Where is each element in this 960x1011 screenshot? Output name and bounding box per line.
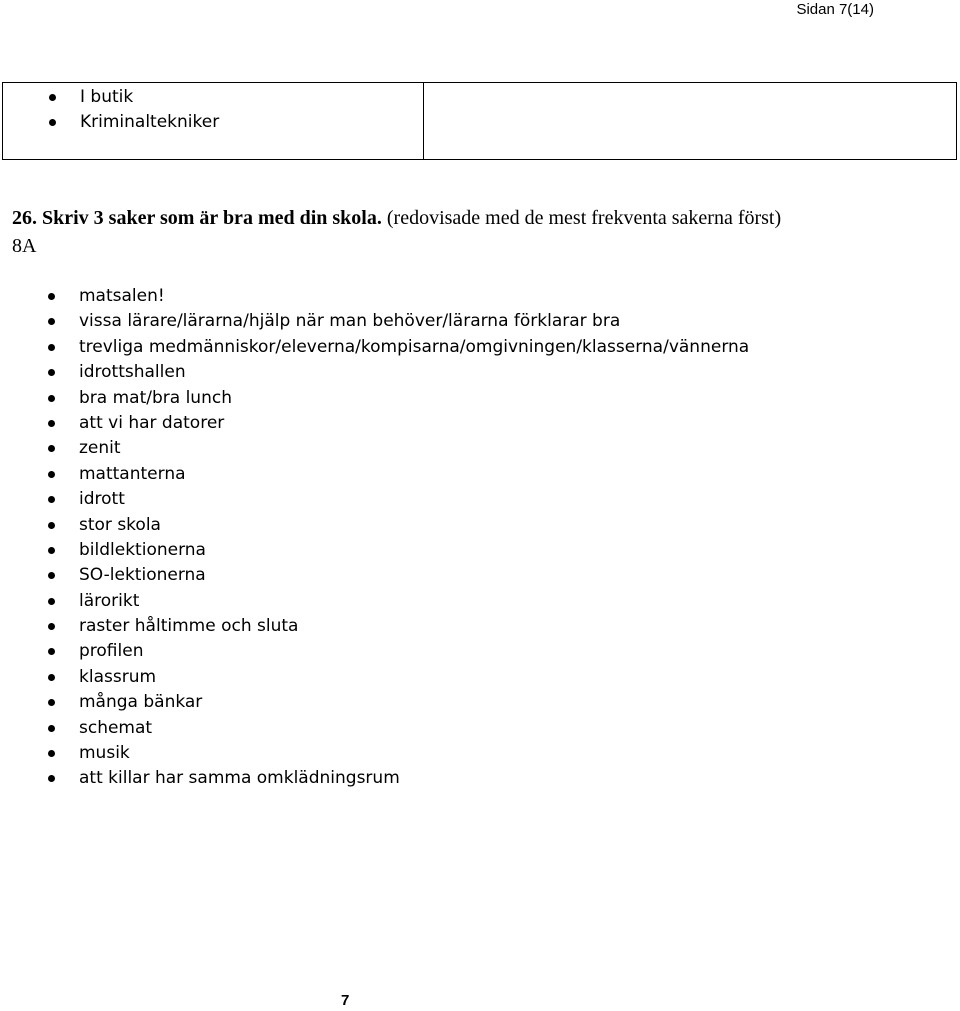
table-column-divider: [423, 83, 424, 159]
list-item: SO-lektionerna: [0, 563, 749, 588]
list-item: musik: [0, 741, 749, 766]
list-item: matsalen!: [0, 284, 749, 309]
list-item: många bänkar: [0, 690, 749, 715]
list-item: att vi har datorer: [0, 411, 749, 436]
table: [2, 82, 957, 160]
page-header-label: Sidan 7(14): [796, 1, 874, 18]
table-cell-list: [1, 83, 219, 136]
list-item: raster håltimme och sluta: [0, 614, 749, 639]
list-item: lärorikt: [0, 589, 749, 614]
list-item: trevliga medmänniskor/eleverna/kompisarna/omgivningen/klasserna/vännerna: [0, 335, 749, 360]
list-item: mattanterna: [0, 462, 749, 487]
list-item: profilen: [0, 639, 749, 664]
answer-list: [0, 284, 749, 792]
list-item: stor skola: [0, 513, 749, 538]
page-number: 7: [341, 992, 350, 1009]
question-title: 26. Skriv 3 saker som är bra med din skola.: [12, 207, 382, 229]
list-item: idrottshallen: [0, 360, 749, 385]
list-item: zenit: [0, 436, 749, 461]
list-item: Kriminaltekniker: [1, 110, 219, 135]
list-item: att killar har samma omklädningsrum: [0, 766, 749, 791]
list-item: klassrum: [0, 665, 749, 690]
question-heading: [12, 204, 781, 260]
question-note: (redovisade med de mest frekventa sakerna först): [381, 207, 782, 229]
list-item: schemat: [0, 716, 749, 741]
list-item: bra mat/bra lunch: [0, 386, 749, 411]
list-item: idrott: [0, 487, 749, 512]
list-item: I butik: [1, 85, 219, 110]
list-item: vissa lärare/lärarna/hjälp när man behöver/lärarna förklarar bra: [0, 309, 749, 334]
list-item: bildlektionerna: [0, 538, 749, 563]
group-label: 8A: [12, 235, 37, 257]
